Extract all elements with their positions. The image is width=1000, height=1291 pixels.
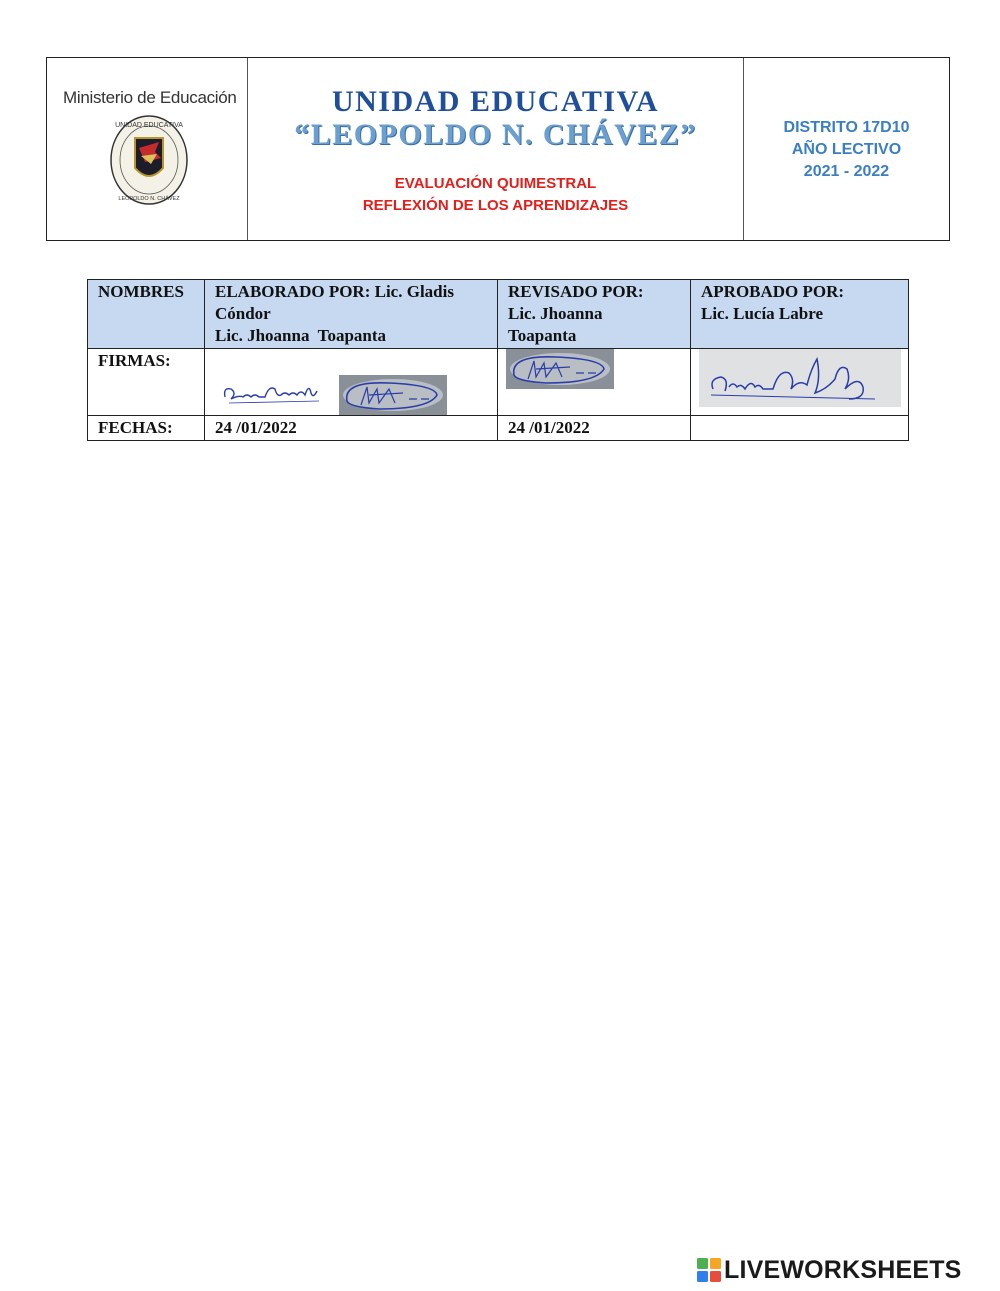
signatures-label: FIRMAS: [88, 349, 205, 416]
approved-by-cell [691, 280, 909, 349]
reviewed-date: 24 /01/2022 [498, 416, 691, 441]
evaluation-subtitle: REFLEXIÓN DE LOS APRENDIZAJES [362, 197, 629, 214]
school-name: “LEOPOLDO N. CHÁVEZ” [294, 118, 697, 151]
svg-text:UNIDAD EDUCATIVA: UNIDAD EDUCATIVA [115, 122, 183, 129]
reviewed-by-line1: REVISADO POR: [508, 282, 644, 301]
header-district-cell [744, 58, 949, 240]
elaborated-date: 24 /01/2022 [205, 416, 498, 441]
approved-signature-cell [691, 349, 909, 416]
table-row-signatures [88, 349, 909, 416]
reviewed-signature-cell [498, 349, 691, 416]
school-year-label: AÑO LECTIVO [791, 141, 902, 158]
names-label: NOMBRES [88, 280, 205, 349]
elaborated-signatures-cell [205, 349, 498, 416]
liveworksheets-brand [697, 1255, 962, 1285]
school-year: 2021 - 2022 [803, 163, 890, 180]
school-seal-logo [107, 112, 191, 208]
approved-by-line1: APROBADO POR: [701, 282, 845, 301]
dates-label: FECHAS: [88, 416, 205, 441]
elaborated-by-line1: ELABORADO POR: Lic. Gladis [215, 282, 454, 301]
brand-name: LIVEWORKSHEETS [724, 1255, 962, 1284]
header-logo-cell [47, 58, 248, 240]
approval-table [87, 279, 909, 441]
approved-date [691, 416, 909, 441]
elaborated-by-line2: Cóndor [215, 304, 271, 323]
elaborated-by-line3: Lic. Jhoanna Toapanta [215, 326, 387, 345]
document-header [46, 57, 950, 241]
elaborated-by-cell [205, 280, 498, 349]
signature-reviewer [506, 349, 614, 389]
signature-gladis-condor [219, 375, 331, 407]
reviewed-by-line3: Toapanta [508, 326, 577, 345]
signature-lucia-labre [699, 349, 901, 407]
reviewed-by-line2: Lic. Jhoanna [508, 304, 603, 323]
ministry-name: Ministerio de Educación [63, 88, 237, 107]
table-row-names [88, 280, 909, 349]
district-label: DISTRITO 17D10 [783, 119, 910, 136]
table-row-dates [88, 416, 909, 441]
svg-text:LEOPOLDO N. CHÁVEZ: LEOPOLDO N. CHÁVEZ [118, 196, 180, 202]
approved-by-line2: Lic. Lucía Labre [701, 304, 823, 323]
evaluation-title: EVALUACIÓN QUIMESTRAL [394, 175, 597, 192]
signature-jhoanna-toapanta [339, 375, 447, 415]
school-title: UNIDAD EDUCATIVA [331, 85, 660, 118]
header-title-cell [248, 58, 744, 240]
liveworksheets-logo-icon [697, 1258, 721, 1282]
reviewed-by-cell [498, 280, 691, 349]
